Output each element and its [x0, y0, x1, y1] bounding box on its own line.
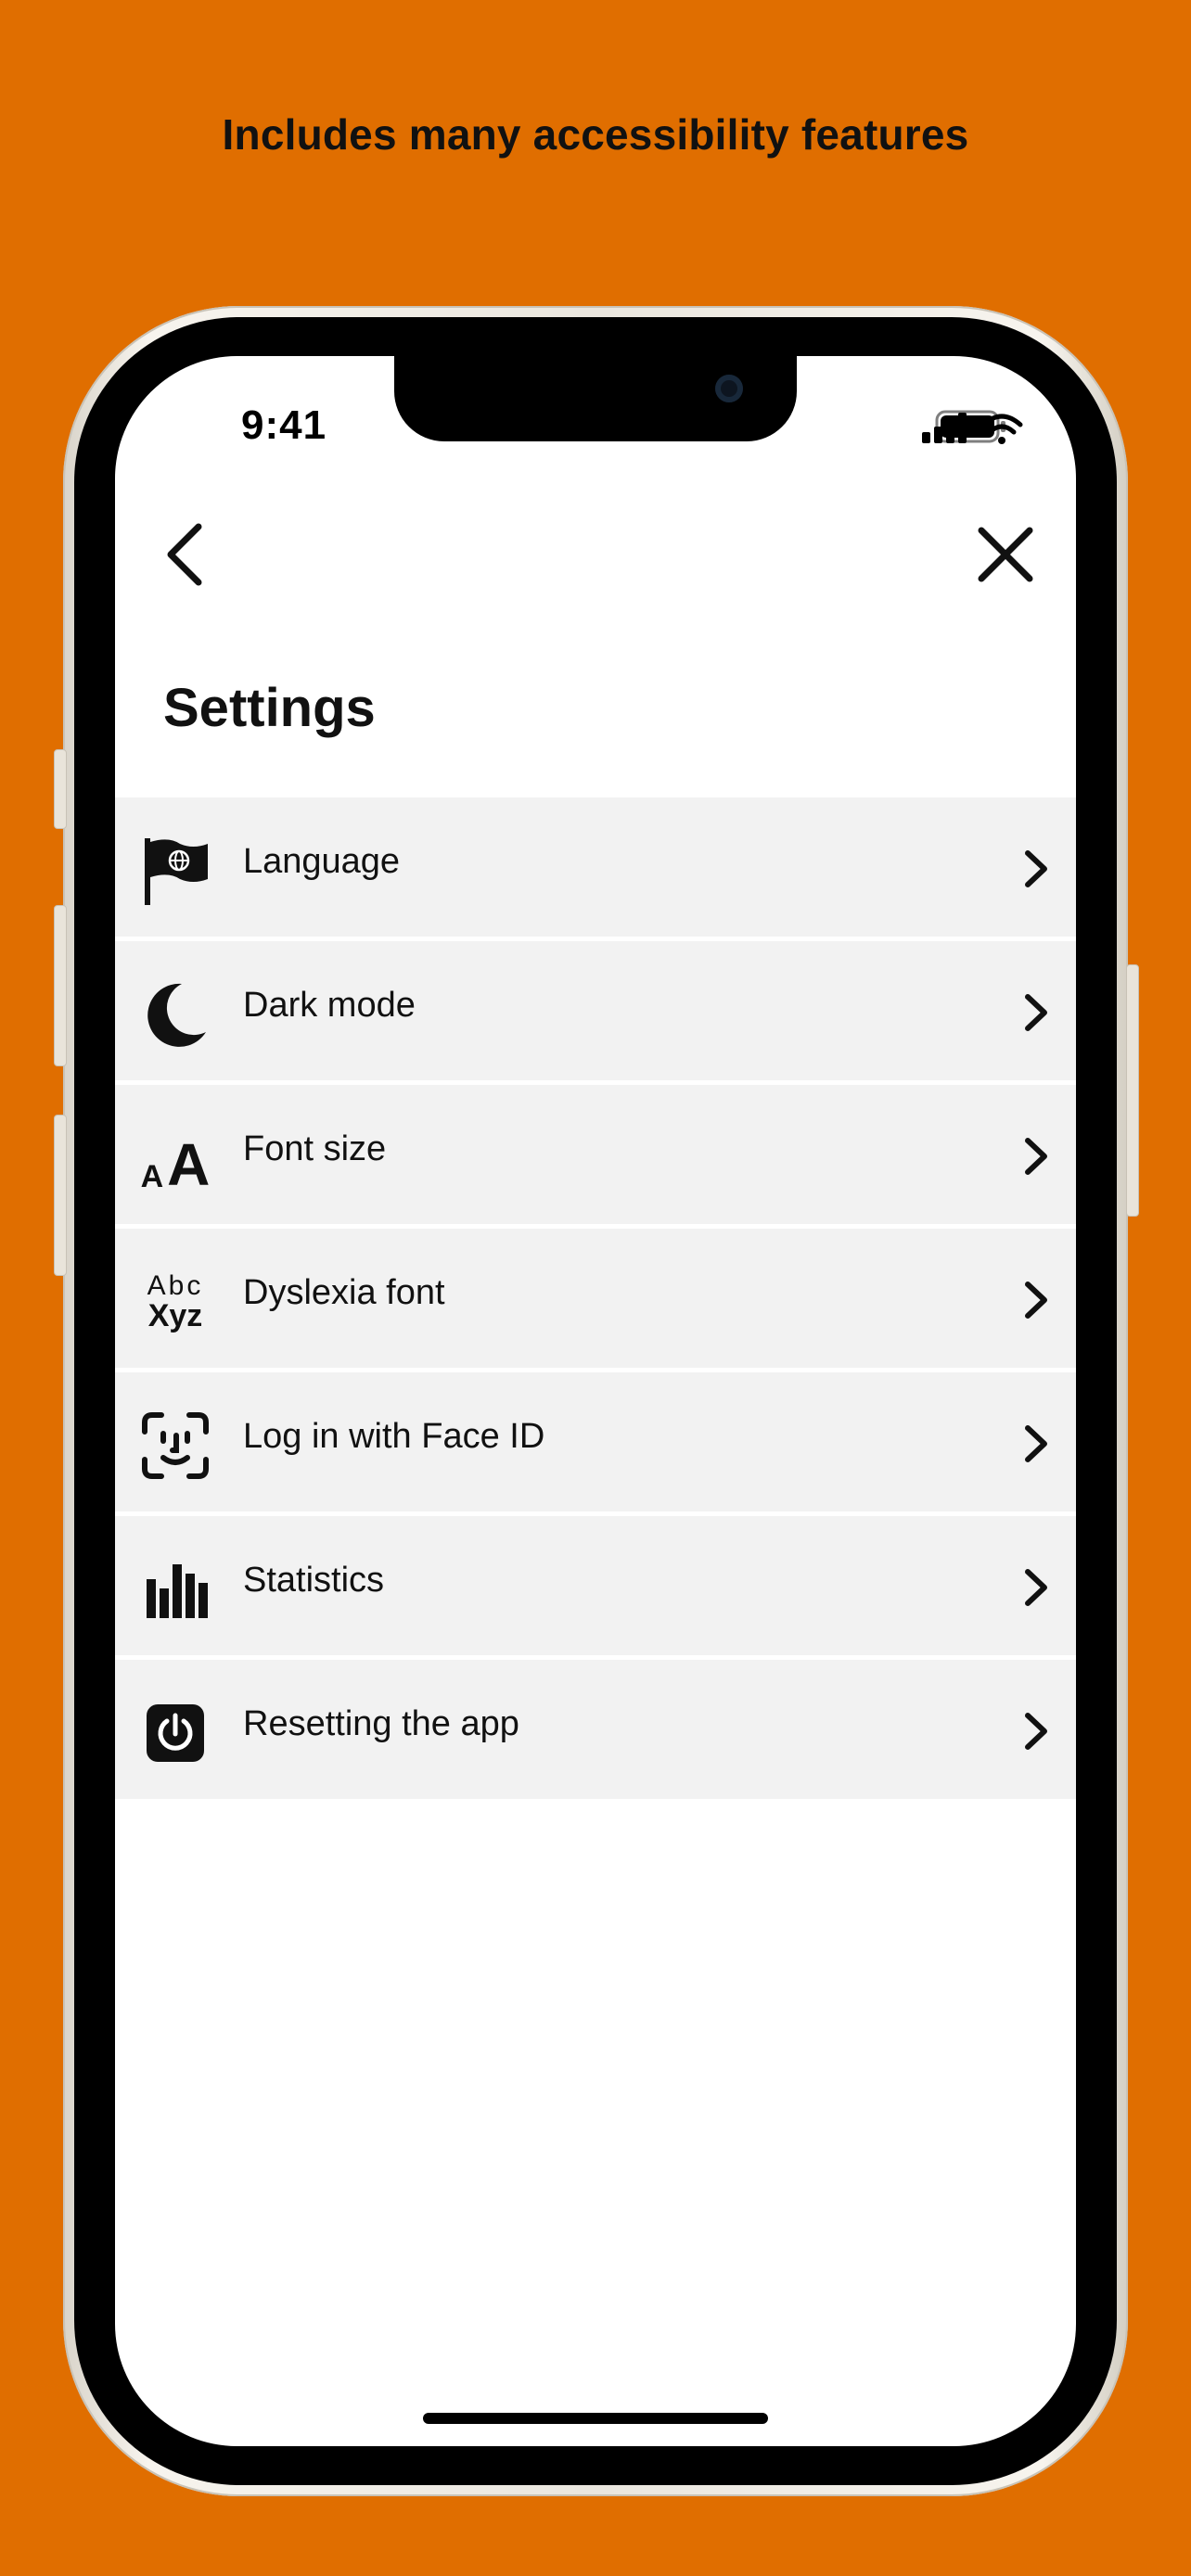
back-button[interactable]	[150, 517, 224, 592]
settings-item-dyslexia-font[interactable]	[115, 1229, 1076, 1368]
camera	[715, 375, 743, 402]
headline: Includes many accessibility features	[222, 110, 969, 159]
bar-chart-icon	[141, 1555, 210, 1624]
moon-icon	[141, 980, 210, 1049]
page-title: Settings	[163, 678, 376, 738]
face-id-icon	[141, 1411, 210, 1480]
silent-switch	[54, 749, 67, 829]
settings-list	[115, 797, 1076, 1804]
settings-item-label: Font size	[243, 1129, 387, 1168]
chevron-right-icon	[1017, 1708, 1054, 1754]
home-indicator[interactable]	[423, 2413, 768, 2424]
chevron-right-icon	[1017, 1133, 1054, 1180]
font-size-large-glyph: A	[167, 1131, 211, 1199]
settings-item-statistics[interactable]	[115, 1516, 1076, 1655]
settings-item-label: Dark mode	[243, 986, 416, 1025]
chevron-right-icon	[1017, 989, 1054, 1036]
notch	[394, 356, 797, 441]
font-size-small-glyph: A	[140, 1159, 164, 1194]
abc-xyz-icon	[141, 1268, 210, 1336]
flag-globe-icon	[141, 836, 210, 905]
chevron-right-icon	[1017, 846, 1054, 892]
xyz-glyph: Xyz	[147, 1298, 203, 1333]
abc-glyph: Abc	[147, 1270, 204, 1301]
close-button[interactable]	[968, 517, 1043, 592]
settings-item-reset-app[interactable]	[115, 1660, 1076, 1799]
font-size-icon	[140, 1124, 211, 1199]
power-icon	[141, 1699, 210, 1767]
settings-item-label: Language	[243, 842, 401, 881]
settings-item-language[interactable]	[115, 797, 1076, 937]
settings-item-font-size[interactable]	[115, 1085, 1076, 1224]
settings-item-dark-mode[interactable]	[115, 941, 1076, 1080]
battery-icon	[935, 410, 1009, 443]
chevron-right-icon	[1017, 1421, 1054, 1467]
chevron-right-icon	[1017, 1564, 1054, 1611]
settings-item-label: Log in with Face ID	[243, 1417, 545, 1456]
volume-up-button	[54, 905, 67, 1066]
power-button	[1126, 964, 1139, 1217]
chevron-right-icon	[1017, 1277, 1054, 1323]
settings-item-label: Dyslexia font	[243, 1273, 445, 1312]
settings-item-face-id[interactable]	[115, 1372, 1076, 1511]
status-time: 9:41	[241, 402, 327, 448]
settings-item-label: Statistics	[243, 1561, 385, 1600]
settings-item-label: Resetting the app	[243, 1704, 519, 1743]
screen	[115, 356, 1076, 2446]
volume-down-button	[54, 1115, 67, 1276]
